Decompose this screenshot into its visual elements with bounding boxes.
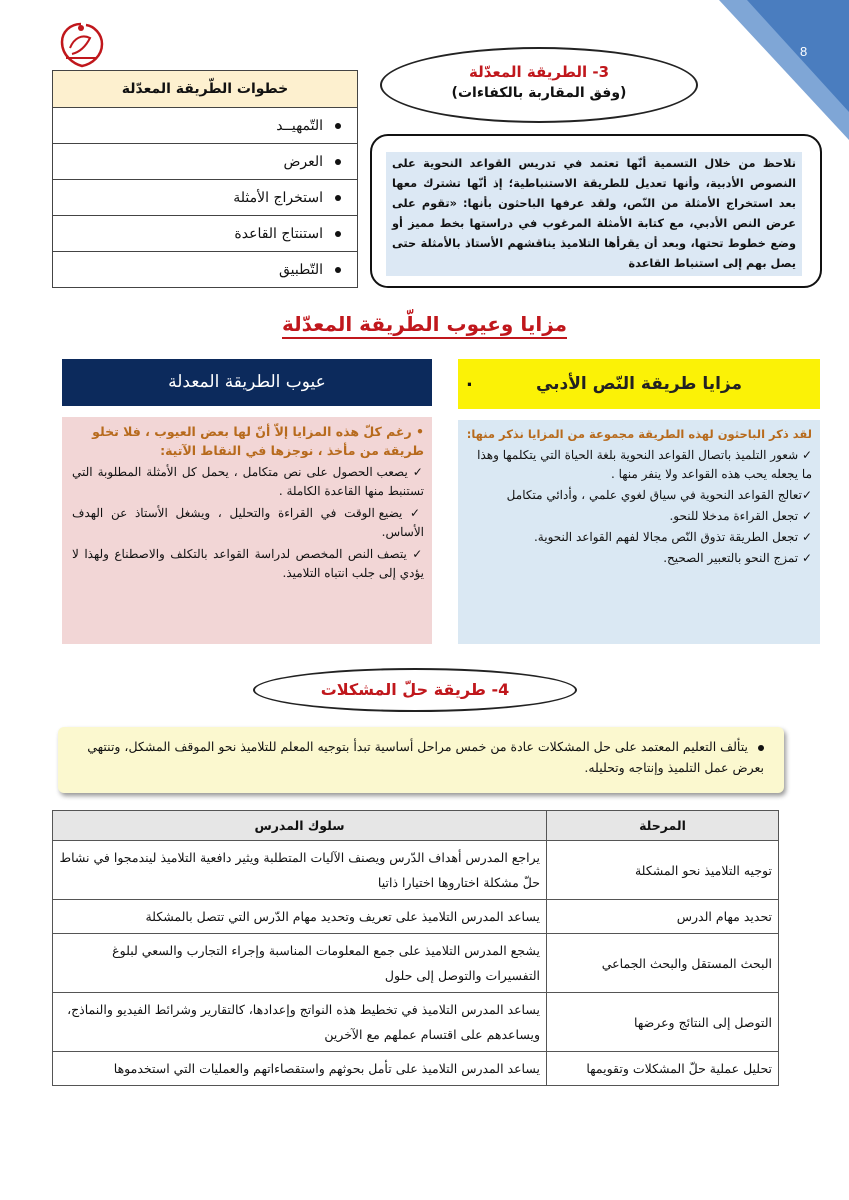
table-row	[53, 993, 779, 1052]
steps-box	[52, 70, 358, 288]
list-item: ✓ يضيع الوقت في القراءة والتحليل ، ويشغل الأستاذ عن الهدف الأساس.	[72, 506, 424, 539]
bullet-icon	[335, 195, 341, 201]
table-cell-behavior: يشجع المدرس التلاميذ على جمع المعلومات المناسبة وإجراء التجارب والسعي لبلوغ التفسيرات والتوصل إلى حلول	[53, 934, 547, 993]
problem-method-title: 4- طريقة حلّ المشكلات	[253, 668, 577, 712]
list-item: استخراج الأمثلة	[53, 180, 357, 216]
disadvantages-box	[62, 417, 432, 644]
advantages-box	[458, 420, 820, 644]
table-row	[53, 1052, 779, 1086]
bullet-icon	[335, 231, 341, 237]
bullet-icon	[335, 159, 341, 165]
column-header-behavior: سلوك المدرس	[53, 811, 547, 841]
method-title-main: 3- الطريقة المعدّلة	[468, 63, 610, 81]
table-cell-behavior: يساعد المدرس التلاميذ في تخطيط هذه النواتج وإعدادها، كالتقارير وشرائط الفيديو والنماذج، ويساعدهم على اقتسام عملهم مع الآخرين	[53, 993, 547, 1052]
list-item: التّمهيــد	[53, 108, 357, 144]
list-item: ✓تعالج القواعد النحوية في سياق لغوي علمي ، وأدائي متكامل	[506, 488, 812, 502]
section-title: مزايا وعيوب الطّريقة المعدّلة	[0, 312, 849, 336]
table-row	[53, 841, 779, 900]
method-title	[380, 47, 698, 123]
table-cell-behavior: يساعد المدرس التلاميذ على تأمل بحوثهم واستقصاءاتهم والعمليات التي استخدموها	[53, 1052, 547, 1086]
stages-table	[52, 810, 779, 1086]
bullet-icon	[758, 745, 764, 751]
steps-title: خطوات الطّريقة المعدّلة	[53, 71, 357, 108]
advantages-lead: لقد ذكر الباحثون لهذه الطريقة مجموعة من المزايا نذكر منها:	[466, 427, 812, 441]
problem-intro-box	[58, 727, 784, 793]
table-cell-stage: التوصل إلى النتائج وعرضها	[547, 993, 779, 1052]
logo	[52, 20, 110, 70]
table-cell-stage: توجيه التلاميذ نحو المشكلة	[547, 841, 779, 900]
table-cell-stage: البحث المستقل والبحث الجماعي	[547, 934, 779, 993]
table-header-row	[53, 811, 779, 841]
bullet-icon	[335, 123, 341, 129]
list-item: ✓ يتصف النص المخصص لدراسة القواعد بالتكلف والاصطناع ولهذا لا يؤدي إلى جلب انتباه التلاميذ.	[72, 547, 424, 580]
method-description: نلاحظ من خلال التسمية أنّها تعتمد في تدريس القواعد النحوية على النصوص الأدبية، وأنها تعديل للطريقة الاستنباطية؛ إذ أنّها تشترك معها بعد استخراج الأمثلة من النّص، ولقد عرفها الباحثون بأنها: «تقوم على عرض النص الأدبي، مع كتابة الأمثلة المرغوب في دراستها بخط مميز أو وضع خطوط تحتها، وبعد أن يقرأها التلاميذ يناقشهم الأستاذ بالأمثلة حتى يصل بهم إلى استنباط القاعدة	[386, 152, 802, 276]
column-header-stage: المرحلة	[547, 811, 779, 841]
page-number: 8	[800, 44, 808, 59]
list-item: التّطبيق	[53, 252, 357, 288]
table-cell-behavior: يراجع المدرس أهداف الدّرس ويصنف الآليات المتطلبة ويثير دافعية التلاميذ ليندمجوا في نشاط حلّ مشكلة اختاروها اختيارا ذاتيا	[53, 841, 547, 900]
list-item: ✓ شعور التلميذ باتصال القواعد النحوية بلغة الحياة التي يتكلمها وهذا ما يجعله يحب هذه القواعد ولا ينفر منها .	[477, 448, 812, 481]
table-row	[53, 900, 779, 934]
list-item: ✓ تمزج النحو بالتعبير الصحيح.	[663, 551, 812, 565]
list-item: ✓ تجعل الطريقة تذوق النّص مجالا لفهم القواعد النحوية.	[533, 530, 812, 544]
table-cell-behavior: يساعد المدرس التلاميذ على تعريف وتحديد مهام الدّرس التي تتصل بالمشكلة	[53, 900, 547, 934]
list-item: ✓ تجعل القراءة مدخلا للنحو.	[669, 509, 812, 523]
table-row	[53, 934, 779, 993]
list-item: ✓ يصعب الحصول على نص متكامل ، يحمل كل الأمثلة المطلوبة التي تستنبط منها القاعدة الكاملة .	[72, 465, 424, 498]
disadvantages-lead: • رغم كلّ هذه المزايا إلاّ أنّ لها بعض العيوب ، فلا تخلو طريقة من مأخذ ، نوجزها في النقاط الآتية:	[92, 424, 424, 458]
dot-icon: .	[466, 370, 473, 391]
method-title-sub: (وفق المقاربة بالكفاءات)	[451, 85, 627, 101]
corner-decoration	[719, 0, 849, 140]
list-item: العرض	[53, 144, 357, 180]
problem-intro: يتألف التعليم المعتمد على حل المشكلات عادة من خمس مراحل أساسية تبدأ بتوجيه المعلم للتلاميذ نحو الموقف المشكل، وتنتهي بعرض عمل التلميذ وإنتاجه وتحليله.	[87, 739, 764, 775]
table-cell-stage: تحديد مهام الدرس	[547, 900, 779, 934]
disadvantages-title: عيوب الطريقة المعدلة	[62, 359, 432, 406]
method-description-box	[370, 134, 822, 288]
table-cell-stage: تحليل عملية حلّ المشكلات وتقويمها	[547, 1052, 779, 1086]
bullet-icon	[335, 267, 341, 273]
list-item: استنتاج القاعدة	[53, 216, 357, 252]
advantages-title: مزايا طريقة النّص الأدبي	[458, 359, 820, 409]
